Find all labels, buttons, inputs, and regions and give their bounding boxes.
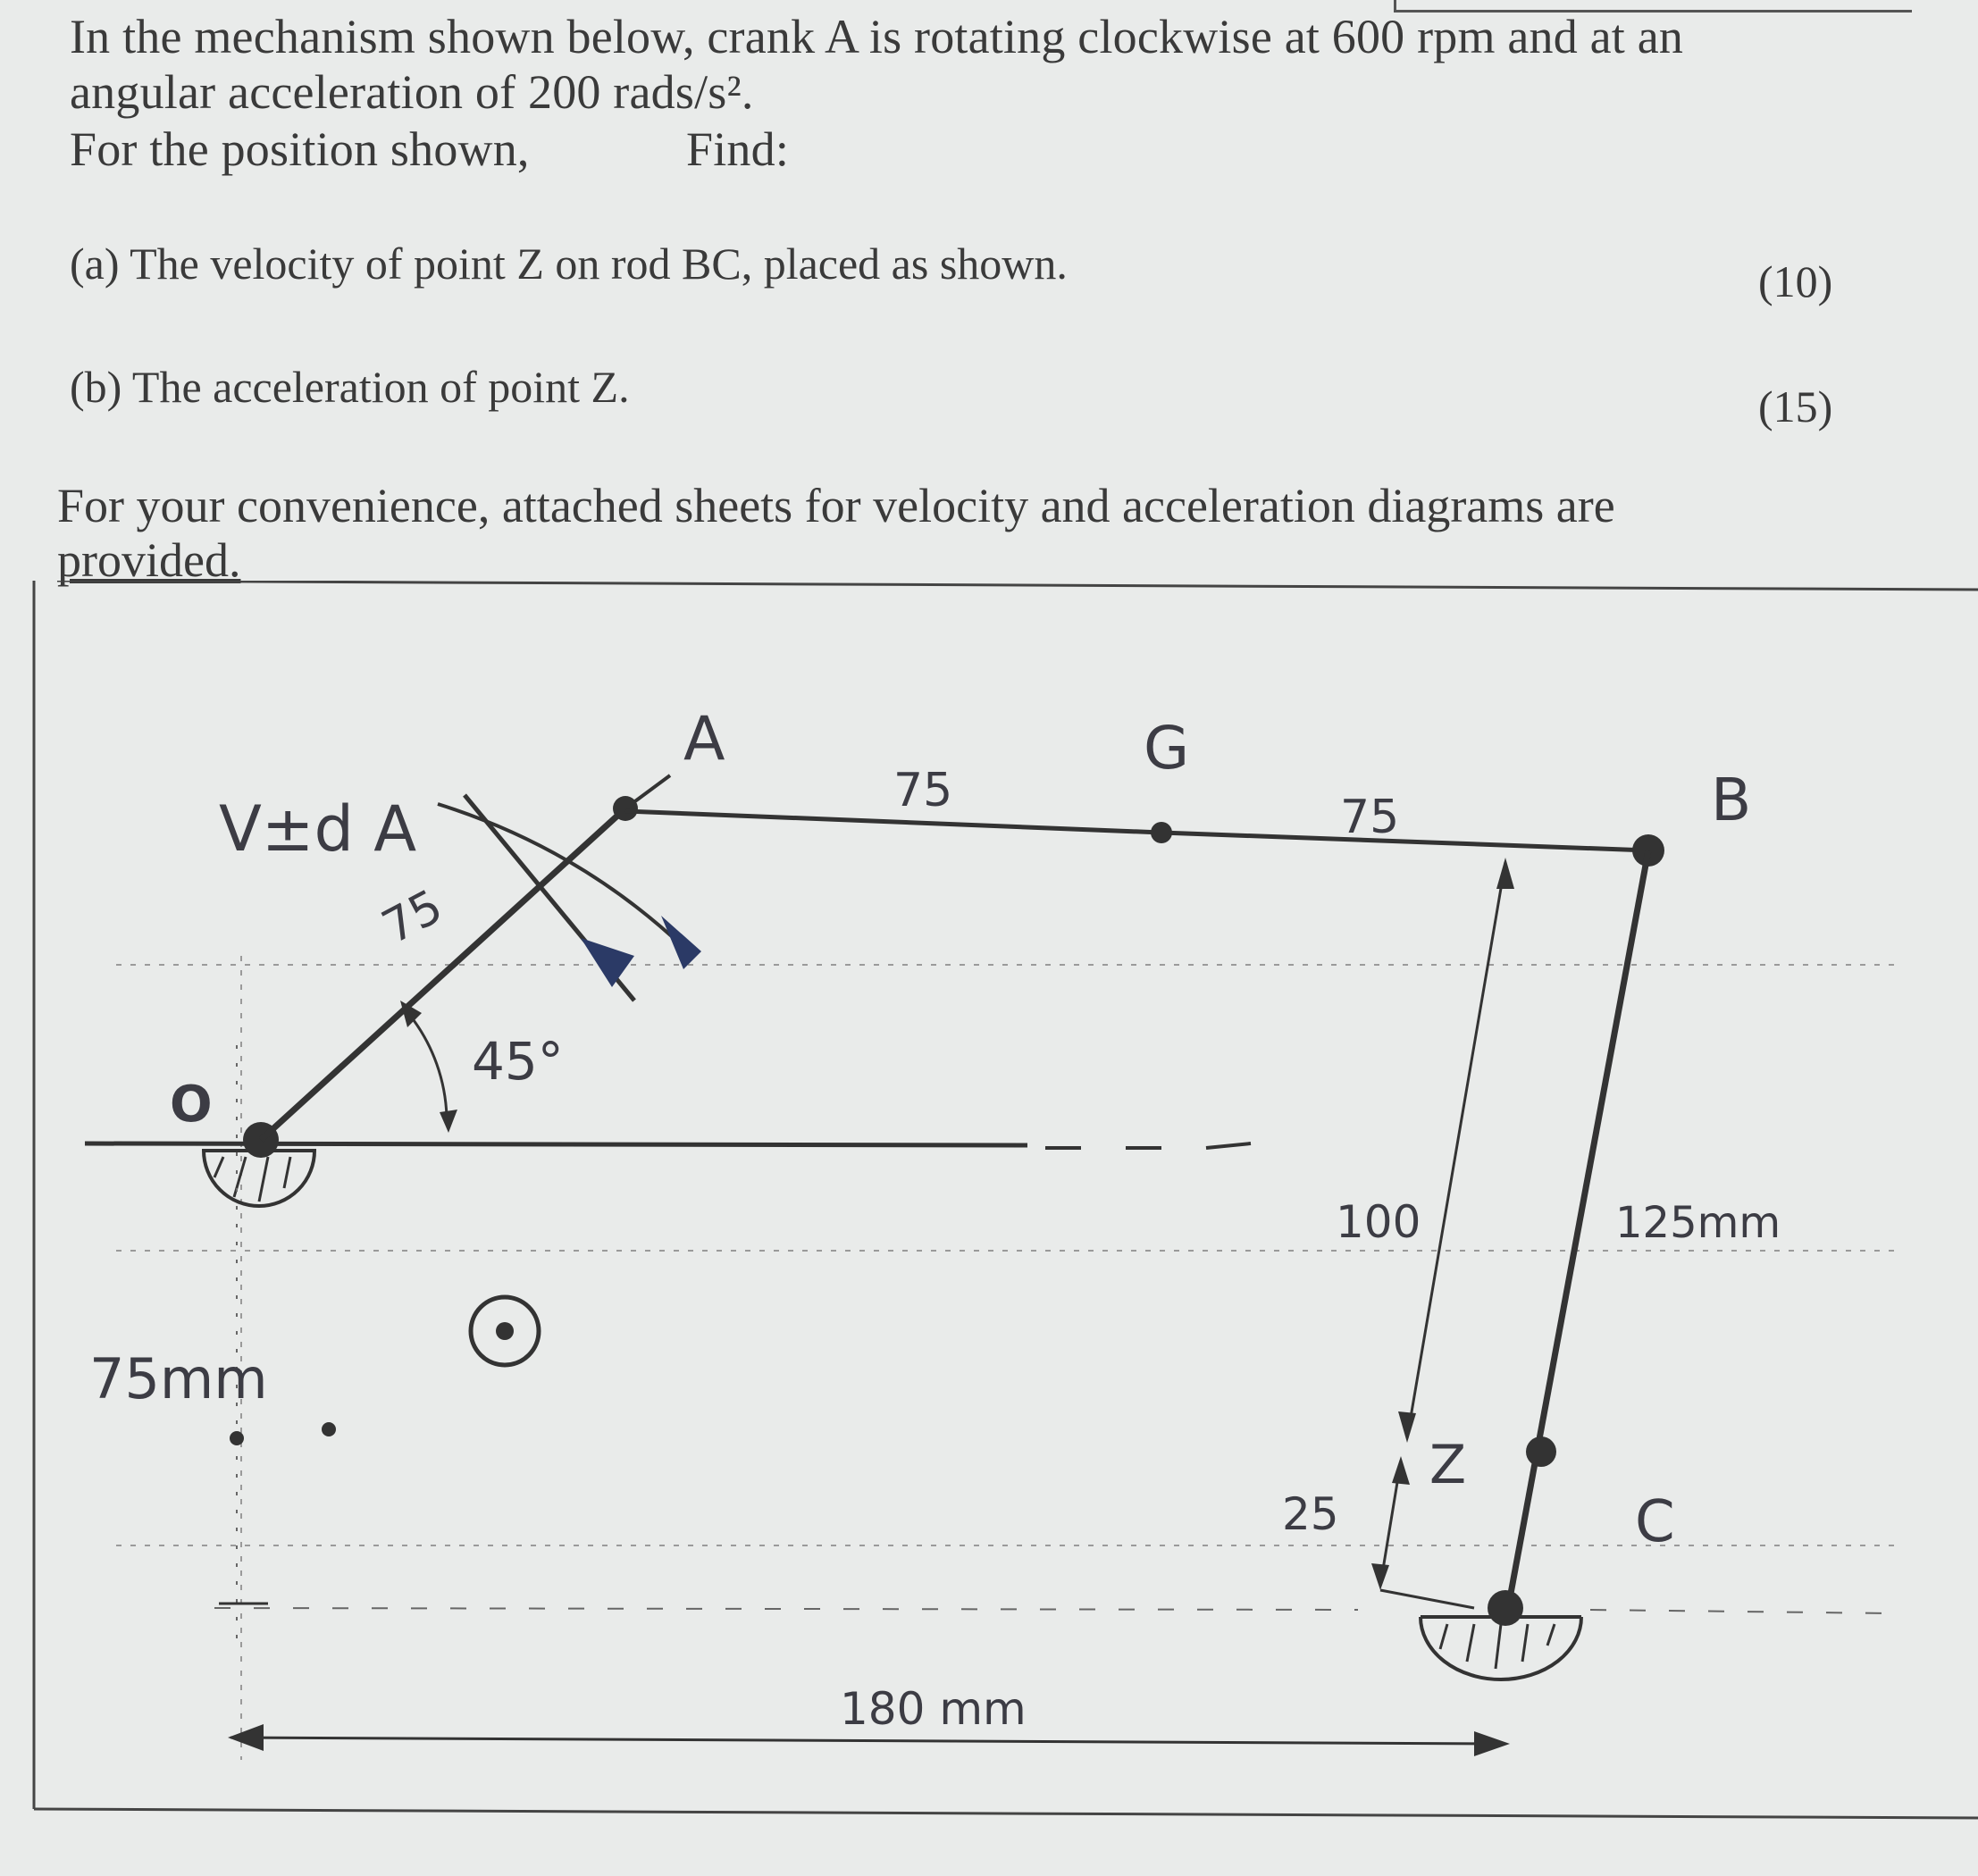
label-AG: 75 [893, 764, 953, 817]
label-G: G [1144, 714, 1190, 783]
pivot-C [1488, 1590, 1523, 1626]
question-line-2: angular acceleration of 200 rads/s². [70, 65, 754, 119]
base-datum-line [214, 1608, 1358, 1610]
label-angle: 45° [472, 1031, 564, 1092]
joint-A [613, 796, 638, 821]
height-dim-dot [230, 1431, 244, 1445]
part-b-text: (b) The acceleration of point Z. [70, 362, 630, 412]
dimension-span [230, 1738, 1505, 1744]
angle-arrow-bottom [440, 1110, 457, 1133]
dim-BZ-arrow-bottom [1398, 1411, 1416, 1443]
figure-bottom-border [34, 1809, 1978, 1818]
label-span: 180 mm [840, 1683, 1027, 1735]
crank-label: V±d A [219, 792, 417, 866]
rotation-arc [438, 804, 688, 951]
figure-top-border [57, 581, 1978, 590]
label-B: B [1711, 766, 1752, 834]
dim-ZC-extension [1380, 1590, 1474, 1608]
label-GB: 75 [1340, 791, 1400, 844]
label-C: C [1635, 1489, 1675, 1555]
label-A: A [683, 704, 725, 775]
part-a-marks: (10) [1758, 256, 1833, 306]
dimension-BZ [1407, 862, 1505, 1438]
ground-line [85, 1143, 1027, 1145]
position-text: For the position shown, [70, 122, 530, 176]
question-line-3 [70, 120, 790, 179]
faint-grid [116, 956, 1894, 1760]
label-BZ: 100 [1336, 1196, 1421, 1248]
label-OA: 75 [373, 879, 452, 955]
stray-dot [322, 1422, 336, 1436]
span-arrow-right [1474, 1731, 1510, 1756]
dim-ZC-arrow-bottom [1371, 1563, 1389, 1590]
convenience-line-1: For your convenience, attached sheets for velocity and acceleration diagrams are [57, 479, 1615, 532]
dim-BZ-arrow-top [1496, 858, 1514, 889]
label-BC: 125mm [1615, 1198, 1781, 1248]
angle-arc [411, 1017, 447, 1117]
centre-marker-dot [496, 1322, 514, 1340]
point-G [1151, 822, 1172, 843]
convenience-line-2: provided. [57, 533, 241, 587]
dim-ZC-arrow-top [1392, 1456, 1410, 1485]
question-line-1: In the mechanism shown below, crank A is rotating clockwise at 600 rpm and at an [70, 10, 1684, 63]
label-height: 75mm [89, 1346, 268, 1411]
ground-dashes [1045, 1143, 1251, 1148]
label-ZC: 25 [1282, 1488, 1339, 1540]
label-O: O [170, 1076, 213, 1134]
label-Z: Z [1429, 1434, 1467, 1496]
find-text: Find: [686, 122, 790, 176]
omega-arrowhead [661, 916, 701, 969]
alpha-arrowhead [581, 938, 634, 987]
mechanism-diagram [0, 581, 1978, 1876]
point-Z [1526, 1436, 1556, 1467]
span-arrow-left [228, 1724, 264, 1751]
base-datum-line-right [1590, 1610, 1894, 1613]
part-b-marks: (15) [1758, 381, 1833, 431]
part-a-text: (a) The velocity of point Z on rod BC, placed as shown. [70, 239, 1068, 289]
link-GB [1161, 833, 1648, 850]
support-C-hatch [1440, 1624, 1555, 1669]
